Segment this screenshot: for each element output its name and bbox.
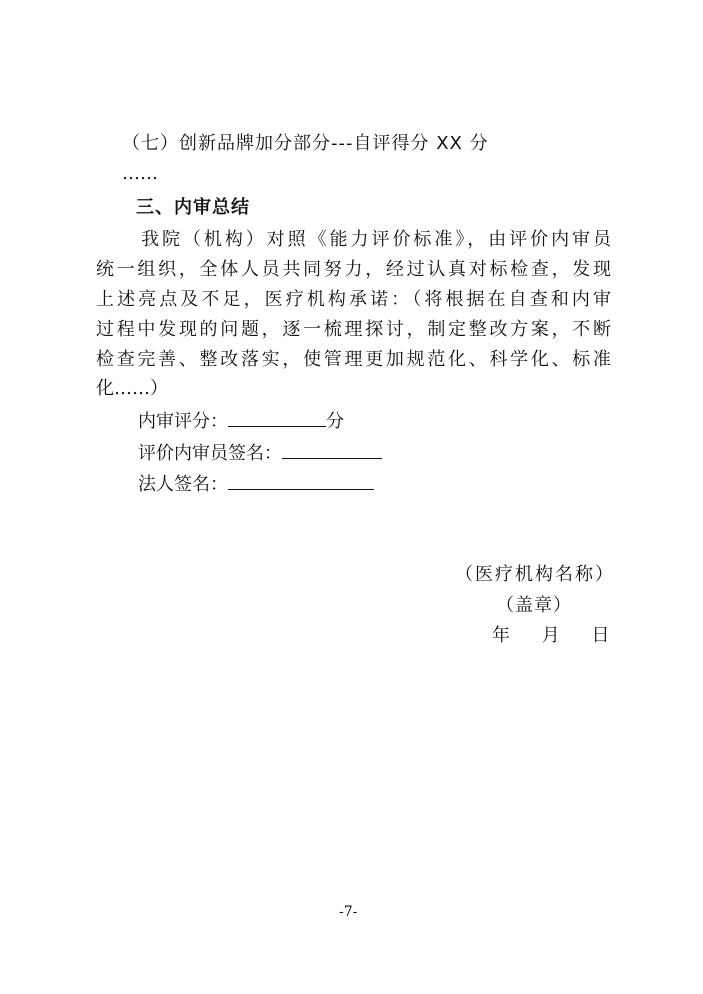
paragraph-line-3: 上述亮点及不足，医疗机构承诺：（将根据在自查和内审 xyxy=(96,289,611,310)
score-field xyxy=(138,408,344,434)
section-3-heading: 三、内审总结 xyxy=(136,197,250,218)
ellipsis: …… xyxy=(122,163,158,184)
month-label: 月 xyxy=(541,625,560,646)
auditor-blank xyxy=(282,440,382,459)
score-blank xyxy=(228,408,326,427)
legal-rep-signature-field xyxy=(138,471,374,497)
day-label: 日 xyxy=(591,625,610,646)
section-7-title: （七）创新品牌加分部分---自评得分 XX 分 xyxy=(122,133,489,154)
paragraph-line-2: 统一组织，全体人员共同努力，经过认真对标检查，发现 xyxy=(96,259,611,280)
auditor-signature-field xyxy=(138,440,382,466)
score-unit: 分 xyxy=(326,411,344,432)
paragraph-line-6: 化……） xyxy=(96,378,168,399)
paragraph-line-1: 我院（机构）对照《能力评价标准》，由评价内审员 xyxy=(141,229,611,250)
date-line xyxy=(492,624,609,648)
year-label: 年 xyxy=(492,625,510,646)
score-label: 内审评分： xyxy=(138,411,228,432)
auditor-label: 评价内审员签名： xyxy=(138,443,282,464)
legal-rep-label: 法人签名： xyxy=(138,474,228,495)
paragraph-line-4: 过程中发现的问题，逐一梳理探讨，制定整改方案，不断 xyxy=(96,319,611,340)
paragraph-line-5: 检查完善、整改落实，使管理更加规范化、科学化、标准 xyxy=(96,349,611,370)
seal-label: （盖章） xyxy=(496,595,572,616)
page-number: -7- xyxy=(339,904,358,920)
legal-rep-blank xyxy=(228,471,374,490)
org-name: （医疗机构名称） xyxy=(455,564,615,585)
